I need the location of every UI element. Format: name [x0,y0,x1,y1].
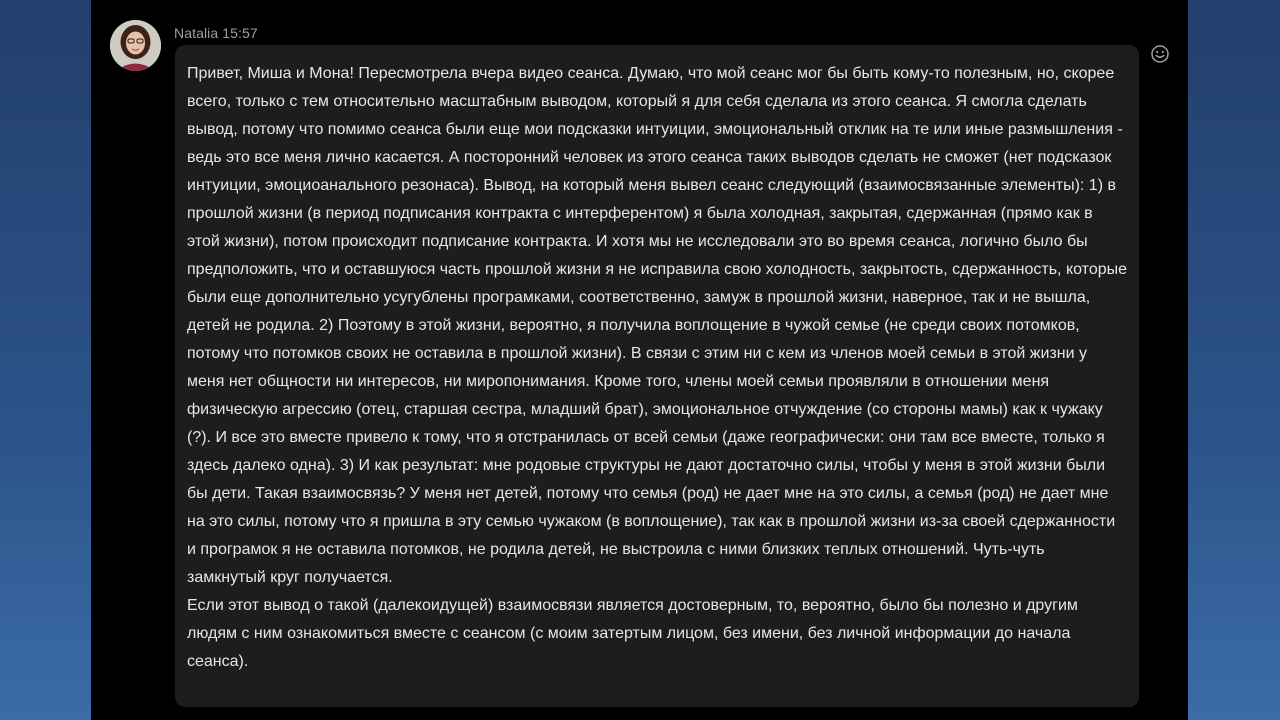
desktop-background-right [1188,0,1280,720]
message-paragraph: Привет, Миша и Мона! Пересмотрела вчера видео сеанса. Думаю, что мой сеанс мог бы быть кому-то полезным, но, скорее всего, только с тем относительно масштабным выводом, который я для себя сделала из этого сеанса. Я смогла сделать вывод, потому что помимо сеанса были еще мои подсказки интуиции, эмоциональный отклик на те или иные размышления - ведь это все меня лично касается. А посторонний человек из этого сеанса таких выводов сделать не сможет (нет подсказок интуиции, эмоциоанального резонаса). Вывод, на который меня вывел сеанс следующий (взаимосвязанные элементы): 1) в прошлой жизни (в период подписания контракта с интерферентом) я была холодная, закрытая, сдержанная (прямо как в этой жизни), потом происходит подписание контракта. И хотя мы не исследовали это во время сеанса, логично было бы предположить, что и оставшуюся часть прошлой жизни я не исправила свою холодность, закрытость, сдержанность, которые были еще дополнительно усугублены програмками, соответственно, замуж в прошлой жизни, наверное, так и не вышла, детей не родила. 2) Поэтому в этой жизни, вероятно, я получила воплощение в чужой семье (не среди своих потомков, потому что потомков своих не оставила в прошлой жизни). В связи с этим ни с кем из членов моей семьи в этой жизни у меня нет общности ни интересов, ни миропонимания. Кроме того, члены моей семьи проявляли в отношении меня физическую агрессию (отец, старшая сестра, младший брат), эмоциональное отчуждение (со стороны мамы) как к чужаку (?). И все это вместе привело к тому, что я отстранилась от всей семьи (даже географически: они там все вместе, только я здесь далеко одна). 3) И как результат: мне родовые структуры не дают достаточно силы, чтобы у меня в этой жизни были бы дети. Такая взаимосвязь? У меня нет детей, потому что семья (род) не дает мне на это силы, а семья (род) не дает мне на это силы, потому что я пришла в эту семью чужаком (в воплощение), так как в прошлой жизни из-за своей сдержанности и програмок я не оставила потомков, не родила детей, не выстроила с ними близких теплых отношений. Чуть-чуть замкнутый круг получается. [187,65,1128,586]
message-paragraph: Если этот вывод о такой (далекоидущей) взаимосвязи является достоверным, то, вероятно, было бы полезно и другим людям с ним ознакомиться вместе с сеансом (с моим затертым лицом, без имени, без личной информации до начала сеанса). [187,597,1078,670]
avatar[interactable] [110,20,161,71]
desktop-background-left [0,0,91,720]
author-name[interactable]: Natalia [174,25,219,41]
message-bubble[interactable] [175,45,1139,707]
smiley-reaction-icon [1150,44,1170,64]
user-avatar-icon [110,20,161,71]
add-reaction-button[interactable] [1150,44,1170,64]
message-timestamp: 15:57 [222,25,258,41]
message-header [174,25,258,41]
